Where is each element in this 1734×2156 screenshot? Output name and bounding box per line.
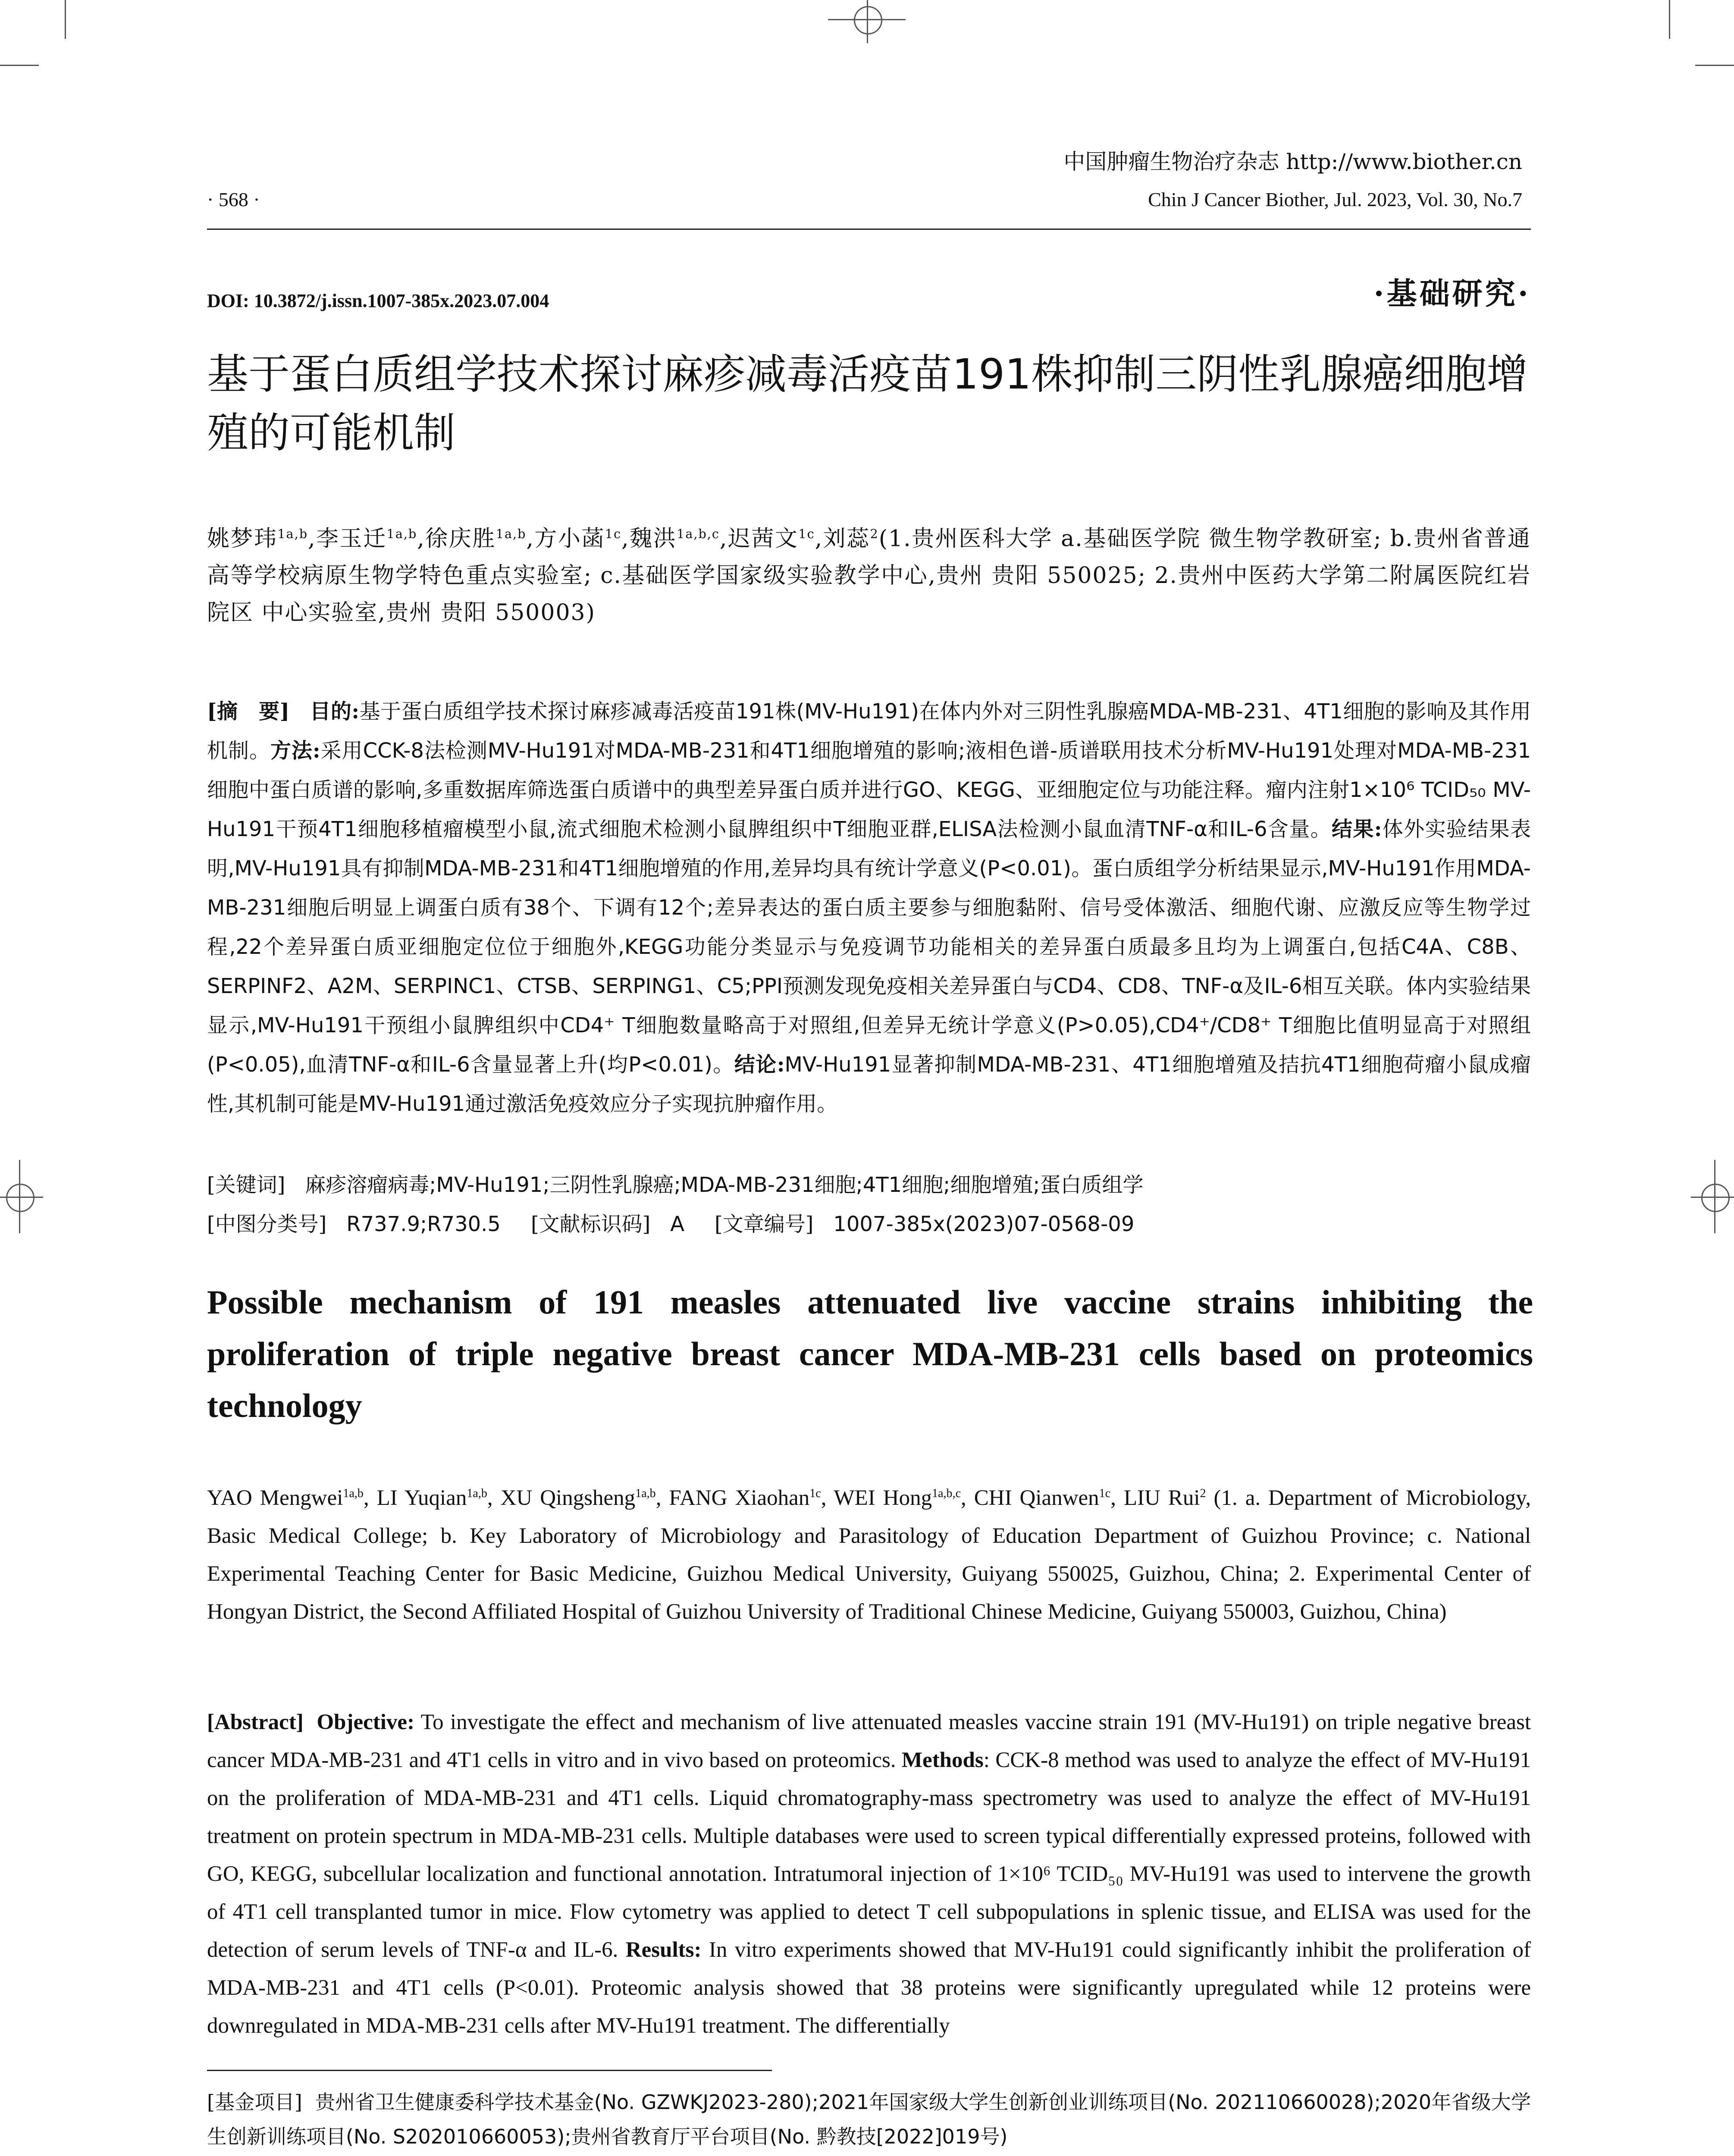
title-en: Possible mechanism of 191 measles attenuated live vaccine strains inhibiting the proliferation of triple negative breast cancer MDA-MB-231 cells based on proteomics technology (207, 1283, 1533, 1424)
affiliations-cn: (1.贵州医科大学 a.基础医学院 微生物学教研室; b.贵州省普通高等学校病原生物学特色重点实验室; c.基础医学国家级实验教学中心,贵州 贵阳 550025; 2.贵州中医药大学第二附属医院红岩院区 中心实验室,贵州 贵阳 550003) (207, 526, 1531, 626)
author-name: 刘蕊 (823, 526, 870, 552)
author-name: 李玉迁 (316, 526, 387, 552)
author-affil-mark: 1c (605, 526, 622, 541)
author-affil-mark: 1a,b (467, 1487, 487, 1500)
methods-label: Methods (901, 1748, 984, 1772)
crop-mark (1695, 65, 1734, 66)
author-name: 方小菡 (534, 526, 605, 552)
methods-label: 方法: (270, 739, 320, 763)
affiliations-en: (1. a. Department of Microbiology, Basic Medical College; b. Key Laboratory of Microbiology and Parasitology of Education Department of Guizhou Province; c. National Experimental Teaching Center for Basic Medicine, Guizhou Medical University, Guiyang 550025, Guizhou, China; 2. Experimental Center of Hongyan District, the Second Affiliated Hospital of Guizhou University of Traditional Chinese Medicine, Guiyang 550003, Guizhou, China) (207, 1486, 1531, 1624)
author-affil-mark: 2 (1200, 1487, 1206, 1500)
footnote-funding (207, 2085, 1531, 2154)
article-number-value: 1007-385x(2023)07-0568-09 (833, 1212, 1135, 1236)
author-affil-mark: 1c (798, 526, 815, 541)
footnote-rule (207, 2070, 772, 2071)
author-name: WEI Hong (834, 1486, 932, 1510)
author-affil-mark: 1a,b,c (932, 1487, 961, 1500)
abstract-label: [摘 要] (207, 699, 290, 724)
results-text: 体外实验结果表明,MV-Hu191具有抑制MDA-MB-231和4T1细胞增殖的作用,差异均具有统计学意义(P<0.01)。蛋白质组学分析结果显示,MV-Hu191作用MDA-MB-231细胞后明显上调蛋白质有38个、下调有12个;差异表达的蛋白质主要参与细胞黏附、信号受体激活、细胞代谢、应激反应等生物学过程,22个差异蛋白质亚细胞定位位于细胞外,KEGG功能分类显示与免疫调节功能相关的差异蛋白质最多且均为上调蛋白,包括C4A、C8B、SERPINF2、A2M、SERPINC1、CTSB、SERPING1、C5;PPI预测发现免疫相关差异蛋白与CD4、CD8、TNF-α及IL-6相互关联。体内实验结果显示,MV-Hu191干预组小鼠脾组织中CD4⁺ T细胞数量略高于对照组,但差异无统计学意义(P>0.05),CD4⁺/CD8⁺ T细胞比值明显高于对照组(P<0.05),血清TNF-α和IL-6含量显著上升(均P<0.01)。 (207, 817, 1531, 1077)
conclusion-text: MV-Hu191显著抑制MDA-MB-231、4T1细胞增殖及拮抗4T1细胞荷瘤小鼠成瘤性,其机制可能是MV-Hu191通过激活免疫效应分子实现抗肿瘤作用。 (207, 1053, 1531, 1116)
objective-label: Objective: (317, 1710, 415, 1734)
results-label: Results: (625, 1938, 702, 1962)
results-text: In vitro experiments showed that MV-Hu191 could significantly inhibit the proliferation of MDA-MB-231 and 4T1 cells (P<0.01). Proteomic analysis showed that 38 proteins were significantly upregulated while 12 proteins were downregulated in MDA-MB-231 cells after MV-Hu191 treatment. The differentially (207, 1938, 1531, 2038)
clc-label: [中图分类号] (207, 1212, 327, 1236)
author-affil-mark: 1c (1099, 1487, 1111, 1500)
keywords-cn (207, 1166, 1531, 1205)
author-name: YAO Mengwei (207, 1486, 343, 1510)
conclusion-label: 结论: (734, 1053, 785, 1077)
author-name: CHI Qianwen (974, 1486, 1099, 1510)
author-affil-mark: 1a,b (277, 526, 308, 541)
doc-code-label: [文献标识码] (530, 1212, 651, 1236)
objective-text: To investigate the effect and mechanism of live attenuated measles vaccine strain 191 (MV-Hu191) on triple negative breast cancer MDA-MB-231 and 4T1 cells in vitro and in vivo based on proteomics. (207, 1710, 1531, 1772)
page-number: · 568 · (207, 188, 260, 210)
abstract-label: [Abstract] (207, 1710, 304, 1734)
author-affil-mark: 2 (870, 526, 879, 541)
article-number-label: [文章编号] (715, 1212, 814, 1236)
footnote-author-bio (207, 2154, 1531, 2156)
author-name: LIU Rui (1123, 1486, 1200, 1510)
doc-code-value: A (670, 1212, 685, 1236)
author-name: 徐庆胜 (425, 526, 496, 552)
abstract-en (207, 1703, 1531, 2045)
registration-mark (1701, 1184, 1730, 1212)
registration-mark (0, 1197, 43, 1198)
registration-mark (1714, 1160, 1715, 1233)
clc-value: R737.9;R730.5 (346, 1212, 501, 1236)
journal-name-cn: 中国肿瘤生物治疗杂志 http://www.biother.cn (1063, 149, 1522, 174)
author-affil-mark: 1c (809, 1487, 821, 1500)
author-name: FANG Xiaohan (669, 1486, 810, 1510)
authors-cn: 姚梦玮$^{1a,b}$,李玉迁$^{1a,b}$,徐庆胜$^{1a,b}$,方小菡$^{1c}$,魏洪$^{1a,b,c}$,迟茜文$^{1c}$,刘蕊$^2$(1.贵州医科大学 a.基础医学院 微生物学教研室; b.贵州省普通高等学校病原生物学特色重点实验室; c.基础医学国家级实验教学中心,贵州 贵阳 550025; 2.贵州中医药大学第二附属医院红岩院区 中心实验室,贵州 贵阳 550003) (207, 526, 1531, 626)
author-affil-mark: 1a,b,c (677, 526, 720, 541)
header-rule (207, 229, 1531, 230)
registration-mark (1691, 1197, 1734, 1198)
author-affil-mark: 1a,b (635, 1487, 656, 1500)
registration-mark (854, 6, 882, 34)
registration-mark (6, 1184, 34, 1212)
objective-text: 基于蛋白质组学技术探讨麻疹减毒活疫苗191株(MV-Hu191)在体内外对三阴性乳腺癌MDA-MB-231、4T1细胞的影响及其作用机制。 (207, 699, 1531, 763)
methods-text: 采用CCK-8法检测MV-Hu191对MDA-MB-231和4T1细胞增殖的影响;液相色谱-质谱联用技术分析MV-Hu191处理对MDA-MB-231细胞中蛋白质谱的影响,多重数据库筛选蛋白质谱中的典型差异蛋白质并进行GO、KEGG、亚细胞定位与功能注释。瘤内注射1×10⁶ TCID₅₀ MV-Hu191干预4T1细胞移植瘤模型小鼠,流式细胞术检测小鼠脾组织中T细胞亚群,ELISA法检测小鼠血清TNF-α和IL-6含量。 (207, 739, 1531, 841)
author-affil-mark: 1a,b (343, 1487, 364, 1500)
methods-text: : CCK-8 method was used to analyze the effect of MV-Hu191 on the proliferation of MDA-MB-231 and 4T1 cells. Liquid chromatography-mass spectrometry was used to analyze the effect of MV-Hu191 treatment on protein spectrum in MDA-MB-231 cells. Multiple databases were used to screen typical differentially expressed proteins, followed with GO, KEGG, subcellular localization and functional annotation. Intratumoral injection of 1×10⁶ TCID₅₀ MV-Hu191 was used to intervene the growth of 4T1 cell transplanted tumor in mice. Flow cytometry was applied to detect T cell subpopulations in splenic tissue, and ELISA was used for the detection of serum levels of TNF-α and IL-6. (207, 1748, 1531, 1962)
funding-text: 贵州省卫生健康委科学技术基金(No. GZWKJ2023-280);2021年国家级大学生创新创业训练项目(No. 202110660028);2020年省级大学生创新训练项目(No. S202010660053);贵州省教育厅平台项目(No. 黔教技[2022]019号) (207, 2090, 1531, 2148)
author-affil-mark: 1a,b (495, 526, 527, 541)
funding-label: [基金项目] (207, 2090, 302, 2114)
authors-en: YAO Mengwei$^{1a,b}$, LI Yuqian$^{1a,b}$, XU Qingsheng$^{1a,b}$, FANG Xiaohan$^{1c}$, WEI Hong$^{1a,b,c}$, CHI Qianwen$^{1c}$, LIU Rui$^2$ (1. a. Department of Microbiology, Basic Medical College; b. Key Laboratory of Microbiology and Parasitology of Education Department of Guizhou Province; c. National Experimental Teaching Center for Basic Medicine, Guizhou Medical University, Guiyang 550025, Guizhou, China; 2. Experimental Center of Hongyan District, the Second Affiliated Hospital of Guizhou University of Traditional Chinese Medicine, Guiyang 550003, Guizhou, China) (207, 1486, 1531, 1624)
keywords-text: 麻疹溶瘤病毒;MV-Hu191;三阴性乳腺癌;MDA-MB-231细胞;4T1细胞;细胞增殖;蛋白质组学 (305, 1173, 1144, 1197)
registration-mark (867, 0, 868, 43)
author-name: XU Qingsheng (500, 1486, 636, 1510)
results-label: 结果: (1332, 817, 1382, 841)
title-cn: 基于蛋白质组学技术探讨麻疹减毒活疫苗191株抑制三阴性乳腺癌细胞增殖的可能机制 (207, 350, 1528, 457)
author-name: LI Yuqian (376, 1486, 467, 1510)
author-name: 迟茜文 (727, 526, 799, 552)
objective-label: 目的: (310, 699, 360, 724)
registration-mark (19, 1160, 20, 1233)
abstract-cn (207, 692, 1531, 1124)
crop-mark (0, 65, 39, 66)
author-affil-mark: 1a,b (386, 526, 417, 541)
keywords-label: [关键词] (207, 1173, 285, 1197)
crop-mark (65, 0, 66, 39)
classification-line (207, 1205, 1531, 1244)
section-label: ·基础研究· (1373, 276, 1531, 311)
doi: DOI: 10.3872/j.issn.1007-385x.2023.07.004 (207, 290, 549, 311)
author-name: 姚梦玮 (207, 526, 278, 552)
crop-mark (1669, 0, 1670, 39)
journal-citation-en: Chin J Cancer Biother, Jul. 2023, Vol. 30, No.7 (1148, 188, 1522, 210)
author-name: 魏洪 (629, 526, 677, 552)
